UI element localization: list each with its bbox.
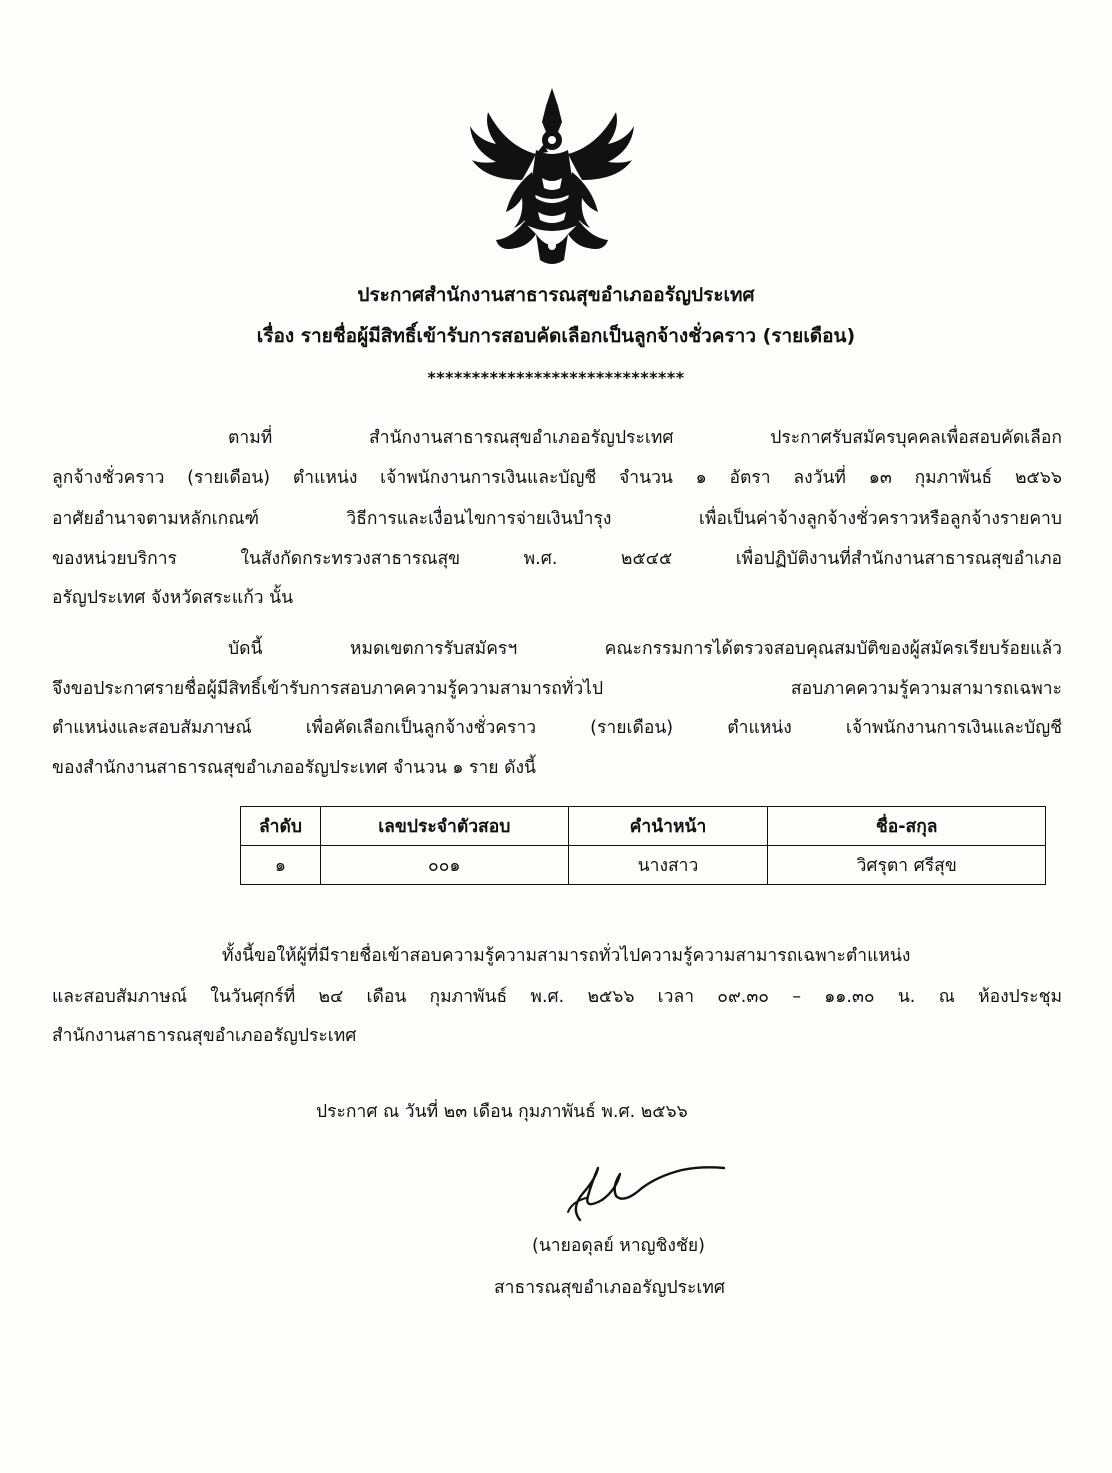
col-header-prefix: คำนำหน้า: [568, 807, 768, 846]
cell-exam-id: ๐๐๑: [320, 846, 568, 885]
announce-date: ประกาศ ณ วันที่ ๒๓ เดือน กุมภาพันธ์ พ.ศ. ๒๕๖๖: [316, 1102, 688, 1122]
cell-prefix: นางสาว: [568, 846, 768, 885]
separator-line: *****************************: [427, 368, 685, 387]
table-header-row: [241, 807, 1046, 846]
para1-line-5: อรัญประเทศ จังหวัดสระแก้ว นั้น: [52, 588, 294, 608]
para2-line-3: ตำแหน่งและสอบสัมภาษณ์ เพื่อคัดเลือกเป็นลูกจ้างชั่วคราว (รายเดือน) ตำแหน่ง เจ้าพนักงานการเงินและบัญชี: [52, 718, 1062, 738]
announcement-subject: เรื่อง รายชื่อผู้มีสิทธิ์เข้ารับการสอบคัดเลือกเป็นลูกจ้างชั่วคราว (รายเดือน): [256, 325, 856, 347]
candidate-table: [240, 806, 1046, 885]
para2-line-2: จึงขอประกาศรายชื่อผู้มีสิทธิ์เข้ารับการสอบภาคความรู้ความสามารถทั่วไป สอบภาคความรู้ความสามารถเฉพาะ: [52, 679, 1062, 699]
para3-line-3: สำนักงานสาธารณสุขอำเภออรัญประเทศ: [52, 1026, 357, 1046]
signer-position: สาธารณสุขอำเภออรัญประเทศ: [494, 1278, 726, 1298]
col-header-exam-id: เลขประจำตัวสอบ: [320, 807, 568, 846]
para2-line-1: บัดนี้ หมดเขตการรับสมัครฯ คณะกรรมการได้ตรวจสอบคุณสมบัติของผู้สมัครเรียบร้อยแล้ว: [228, 639, 1062, 659]
garuda-emblem-icon: [466, 88, 638, 268]
para3-line-1: ทั้งนี้ขอให้ผู้ที่มีรายชื่อเข้าสอบความรู้ความสามารถทั่วไปความรู้ความสามารถเฉพาะตำแหน่ง: [222, 946, 911, 966]
para1-line-3: อาศัยอำนาจตามหลักเกณฑ์ วิธีการและเงื่อนไขการจ่ายเงินบำรุง เพื่อเป็นค่าจ้างลูกจ้างชั่วคราวหรือลูกจ้างรายคาบ: [52, 509, 1062, 529]
col-header-order: ลำดับ: [241, 807, 321, 846]
announcement-title: ประกาศสำนักงานสาธารณสุขอำเภออรัญประเทศ: [357, 284, 755, 306]
para1-line-4: ของหน่วยบริการ ในสังกัดกระทรวงสาธารณสุข พ.ศ. ๒๕๔๕ เพื่อปฏิบัติงานที่สำนักงานสาธารณสุขอำเภอ: [52, 549, 1062, 569]
col-header-fullname: ชื่อ-สกุล: [768, 807, 1046, 846]
para1-line-2: ลูกจ้างชั่วคราว (รายเดือน) ตำแหน่ง เจ้าพนักงานการเงินและบัญชี จำนวน ๑ อัตรา ลงวันที่ ๑๓ กุมภาพันธ์ ๒๕๖๖: [52, 468, 1062, 488]
table-row: [241, 846, 1046, 885]
para3-line-2: และสอบสัมภาษณ์ ในวันศุกร์ที่ ๒๔ เดือน กุมภาพันธ์ พ.ศ. ๒๕๖๖ เวลา ๐๙.๓๐ – ๑๑.๓๐ น. ณ ห้องประชุม: [52, 987, 1062, 1007]
para2-line-4: ของสำนักงานสาธารณสุขอำเภออรัญประเทศ จำนวน ๑ ราย ดังนี้: [52, 758, 536, 778]
para1-line-1: ตามที่ สำนักงานสาธารณสุขอำเภออรัญประเทศ ประกาศรับสมัครบุคคลเพื่อสอบคัดเลือก: [228, 428, 1062, 448]
cell-fullname: วิศรุตา ศรีสุข: [768, 846, 1046, 885]
signature-icon: [562, 1148, 732, 1228]
signer-name: (นายอดุลย์ หาญชิงชัย): [532, 1236, 705, 1256]
cell-order: ๑: [241, 846, 321, 885]
